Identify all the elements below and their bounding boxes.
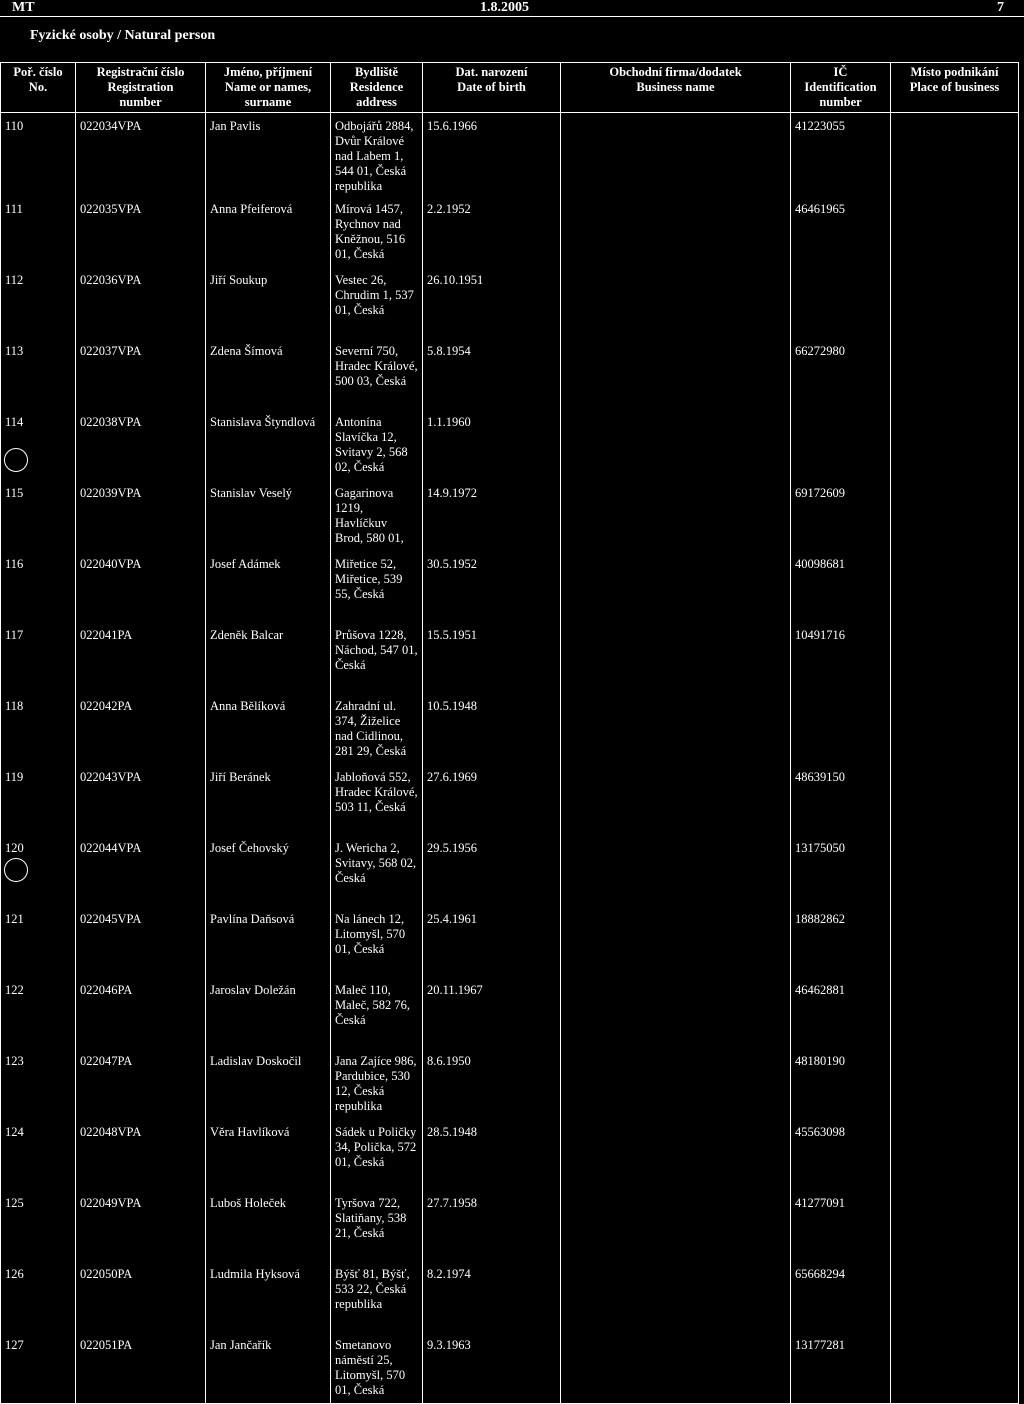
column-header-business-name <box>561 63 791 113</box>
column-header-registration <box>76 63 206 113</box>
row-number: 119 <box>1 764 76 835</box>
column-header-line: Poř. číslo <box>13 65 63 79</box>
column-header-line: Jméno, příjmení <box>223 65 313 79</box>
column-header-line: surname <box>244 95 292 109</box>
column-header-line: Date of birth <box>457 80 526 94</box>
business-name <box>561 1261 791 1332</box>
identification-number <box>791 267 891 338</box>
place-of-business <box>891 409 1019 480</box>
person-name: Ladislav Doskočil <box>206 1048 331 1119</box>
birth-date: 25.4.1961 <box>423 906 561 977</box>
table-row <box>1 480 1019 551</box>
place-of-business <box>891 764 1019 835</box>
row-number: 122 <box>1 977 76 1048</box>
residence-address: Odbojářů 2884, Dvůr Králové nad Labem 1, 544 01, Česká republika <box>331 113 423 197</box>
table-row <box>1 906 1019 977</box>
birth-date: 26.10.1951 <box>423 267 561 338</box>
business-name <box>561 113 791 197</box>
column-header-line: Místo podnikání <box>910 65 999 79</box>
person-name: Josef Čehovský <box>206 835 331 906</box>
birth-date: 5.8.1954 <box>423 338 561 409</box>
place-of-business <box>891 1332 1019 1404</box>
registration-number: 022038VPA <box>76 409 206 480</box>
business-name <box>561 480 791 551</box>
place-of-business <box>891 1190 1019 1261</box>
punch-hole-mark <box>4 858 28 882</box>
table-row <box>1 977 1019 1048</box>
column-header-line: Registrační číslo <box>96 65 185 79</box>
section-subtitle: Fyzické osoby / Natural person <box>30 28 216 43</box>
business-name <box>561 1048 791 1119</box>
identification-number: 41223055 <box>791 113 891 197</box>
identification-number: 48180190 <box>791 1048 891 1119</box>
table-row <box>1 764 1019 835</box>
registration-number: 022042PA <box>76 693 206 764</box>
business-name <box>561 409 791 480</box>
table-row <box>1 1332 1019 1404</box>
column-header-line: address <box>356 95 397 109</box>
row-number: 120 <box>1 835 76 906</box>
registration-number: 022041PA <box>76 622 206 693</box>
birth-date: 28.5.1948 <box>423 1119 561 1190</box>
identification-number: 46462881 <box>791 977 891 1048</box>
table-row <box>1 113 1019 197</box>
identification-number: 13175050 <box>791 835 891 906</box>
column-header-line: Business name <box>636 80 715 94</box>
column-header-line: number <box>119 95 162 109</box>
column-header-residence <box>331 63 423 113</box>
person-name: Jiří Beránek <box>206 764 331 835</box>
identification-number: 10491716 <box>791 622 891 693</box>
row-number: 127 <box>1 1332 76 1404</box>
birth-date: 20.11.1967 <box>423 977 561 1048</box>
business-name <box>561 764 791 835</box>
table-row <box>1 196 1019 267</box>
row-number: 126 <box>1 1261 76 1332</box>
table-row <box>1 1261 1019 1332</box>
residence-address: Smetanovo náměstí 25, Litomyšl, 570 01, Česká <box>331 1332 423 1404</box>
row-number: 116 <box>1 551 76 622</box>
registration-number: 022037VPA <box>76 338 206 409</box>
registration-number: 022050PA <box>76 1261 206 1332</box>
residence-address: Gagarinova 1219, Havlíčkuv Brod, 580 01, <box>331 480 423 551</box>
place-of-business <box>891 267 1019 338</box>
business-name <box>561 1332 791 1404</box>
table-row <box>1 1190 1019 1261</box>
business-name <box>561 693 791 764</box>
identification-number: 40098681 <box>791 551 891 622</box>
identification-number: 46461965 <box>791 196 891 267</box>
place-of-business <box>891 1119 1019 1190</box>
table-row <box>1 693 1019 764</box>
table-row <box>1 338 1019 409</box>
registration-number: 022039VPA <box>76 480 206 551</box>
column-header-line: Identification <box>804 80 877 94</box>
birth-date: 15.5.1951 <box>423 622 561 693</box>
table-header-row <box>1 63 1019 113</box>
place-of-business <box>891 835 1019 906</box>
header-date: 1.8.2005 <box>480 0 529 15</box>
person-name: Jaroslav Doležán <box>206 977 331 1048</box>
column-header-name <box>206 63 331 113</box>
residence-address: Severní 750, Hradec Králové, 500 03, Česká <box>331 338 423 409</box>
registration-number: 022049VPA <box>76 1190 206 1261</box>
registration-number: 022034VPA <box>76 113 206 197</box>
row-number: 124 <box>1 1119 76 1190</box>
row-number: 125 <box>1 1190 76 1261</box>
person-name: Ludmila Hyksová <box>206 1261 331 1332</box>
row-number: 113 <box>1 338 76 409</box>
column-header-line: No. <box>28 80 48 94</box>
residence-address: Sádek u Poličky 34, Polička, 572 01, Česká <box>331 1119 423 1190</box>
birth-date: 27.7.1958 <box>423 1190 561 1261</box>
row-number: 121 <box>1 906 76 977</box>
identification-number <box>791 693 891 764</box>
registration-number: 022035VPA <box>76 196 206 267</box>
column-header-place-of-business <box>891 63 1019 113</box>
business-name <box>561 977 791 1048</box>
birth-date: 1.1.1960 <box>423 409 561 480</box>
business-name <box>561 622 791 693</box>
punch-hole-mark <box>4 448 28 472</box>
registration-number: 022044VPA <box>76 835 206 906</box>
identification-number: 45563098 <box>791 1119 891 1190</box>
residence-address: Býšť 81, Býšť, 533 22, Česká republika <box>331 1261 423 1332</box>
registration-number: 022040VPA <box>76 551 206 622</box>
table-row <box>1 267 1019 338</box>
person-name: Stanislava Štyndlová <box>206 409 331 480</box>
row-number: 123 <box>1 1048 76 1119</box>
registration-number: 022046PA <box>76 977 206 1048</box>
birth-date: 27.6.1969 <box>423 764 561 835</box>
place-of-business <box>891 1048 1019 1119</box>
identification-number: 48639150 <box>791 764 891 835</box>
column-header-line: Registration <box>107 80 174 94</box>
residence-address: Průšova 1228, Náchod, 547 01, Česká <box>331 622 423 693</box>
identification-number: 41277091 <box>791 1190 891 1261</box>
registration-number: 022048VPA <box>76 1119 206 1190</box>
birth-date: 10.5.1948 <box>423 693 561 764</box>
place-of-business <box>891 480 1019 551</box>
column-header-line: Obchodní firma/dodatek <box>609 65 742 79</box>
place-of-business <box>891 693 1019 764</box>
table-row <box>1 551 1019 622</box>
person-name: Anna Bělíková <box>206 693 331 764</box>
person-name: Jan Pavlis <box>206 113 331 197</box>
birth-date: 30.5.1952 <box>423 551 561 622</box>
business-name <box>561 1119 791 1190</box>
register-table <box>0 62 1019 1404</box>
residence-address: Na lánech 12, Litomyšl, 570 01, Česká <box>331 906 423 977</box>
row-number: 117 <box>1 622 76 693</box>
row-number: 115 <box>1 480 76 551</box>
birth-date: 8.6.1950 <box>423 1048 561 1119</box>
page-header <box>0 0 1024 22</box>
row-number: 118 <box>1 693 76 764</box>
business-name <box>561 835 791 906</box>
column-header-identification <box>791 63 891 113</box>
residence-address: Mírová 1457, Rychnov nad Kněžnou, 516 01, Česká <box>331 196 423 267</box>
place-of-business <box>891 977 1019 1048</box>
person-name: Pavlína Daňsová <box>206 906 331 977</box>
row-number: 110 <box>1 113 76 197</box>
birth-date: 2.2.1952 <box>423 196 561 267</box>
place-of-business <box>891 196 1019 267</box>
table-row <box>1 622 1019 693</box>
header-rule <box>0 16 1024 17</box>
residence-address: Jana Zajíce 986, Pardubice, 530 12, Česká republika <box>331 1048 423 1119</box>
person-name: Jiří Soukup <box>206 267 331 338</box>
column-header-birth-date <box>423 63 561 113</box>
table-row <box>1 1119 1019 1190</box>
person-name: Jan Jančařík <box>206 1332 331 1404</box>
table-body <box>1 113 1019 1404</box>
identification-number: 65668294 <box>791 1261 891 1332</box>
column-header-no <box>1 63 76 113</box>
identification-number: 13177281 <box>791 1332 891 1404</box>
registration-number: 022043VPA <box>76 764 206 835</box>
person-name: Luboš Holeček <box>206 1190 331 1261</box>
row-number: 114 <box>1 409 76 480</box>
business-name <box>561 551 791 622</box>
residence-address: Zahradní ul. 374, Žiželice nad Cidlinou, 281 29, Česká <box>331 693 423 764</box>
table-row <box>1 409 1019 480</box>
person-name: Věra Havlíková <box>206 1119 331 1190</box>
place-of-business <box>891 622 1019 693</box>
row-number: 112 <box>1 267 76 338</box>
business-name <box>561 906 791 977</box>
person-name: Stanislav Veselý <box>206 480 331 551</box>
place-of-business <box>891 551 1019 622</box>
header-left: MT <box>12 0 35 15</box>
identification-number: 66272980 <box>791 338 891 409</box>
residence-address: Maleč 110, Maleč, 582 76, Česká <box>331 977 423 1048</box>
identification-number <box>791 409 891 480</box>
residence-address: J. Wericha 2, Svitavy, 568 02, Česká <box>331 835 423 906</box>
identification-number: 18882862 <box>791 906 891 977</box>
person-name: Anna Pfeiferová <box>206 196 331 267</box>
column-header-line: Name or names, <box>224 80 312 94</box>
page-number: 7 <box>997 0 1004 15</box>
residence-address: Antonína Slavíčka 12, Svitavy 2, 568 02, Česká <box>331 409 423 480</box>
column-header-line: IČ <box>833 65 848 79</box>
row-number: 111 <box>1 196 76 267</box>
registration-number: 022045VPA <box>76 906 206 977</box>
person-name: Zdena Šímová <box>206 338 331 409</box>
birth-date: 14.9.1972 <box>423 480 561 551</box>
residence-address: Vestec 26, Chrudim 1, 537 01, Česká <box>331 267 423 338</box>
birth-date: 29.5.1956 <box>423 835 561 906</box>
business-name <box>561 1190 791 1261</box>
column-header-line: number <box>819 95 862 109</box>
business-name <box>561 196 791 267</box>
business-name <box>561 338 791 409</box>
birth-date: 15.6.1966 <box>423 113 561 197</box>
place-of-business <box>891 113 1019 197</box>
column-header-line: Residence <box>349 80 404 94</box>
column-header-line: Bydliště <box>354 65 399 79</box>
table-row <box>1 835 1019 906</box>
residence-address: Jabloňová 552, Hradec Králové, 503 11, Česká <box>331 764 423 835</box>
registration-number: 022051PA <box>76 1332 206 1404</box>
residence-address: Miřetice 52, Miřetice, 539 55, Česká <box>331 551 423 622</box>
business-name <box>561 267 791 338</box>
birth-date: 8.2.1974 <box>423 1261 561 1332</box>
column-header-line: Dat. narození <box>455 65 528 79</box>
registration-number: 022047PA <box>76 1048 206 1119</box>
registration-number: 022036VPA <box>76 267 206 338</box>
birth-date: 9.3.1963 <box>423 1332 561 1404</box>
person-name: Zdeněk Balcar <box>206 622 331 693</box>
place-of-business <box>891 1261 1019 1332</box>
residence-address: Tyršova 722, Slatiňany, 538 21, Česká <box>331 1190 423 1261</box>
identification-number: 69172609 <box>791 480 891 551</box>
person-name: Josef Adámek <box>206 551 331 622</box>
column-header-line: Place of business <box>909 80 1000 94</box>
table-row <box>1 1048 1019 1119</box>
place-of-business <box>891 338 1019 409</box>
place-of-business <box>891 906 1019 977</box>
